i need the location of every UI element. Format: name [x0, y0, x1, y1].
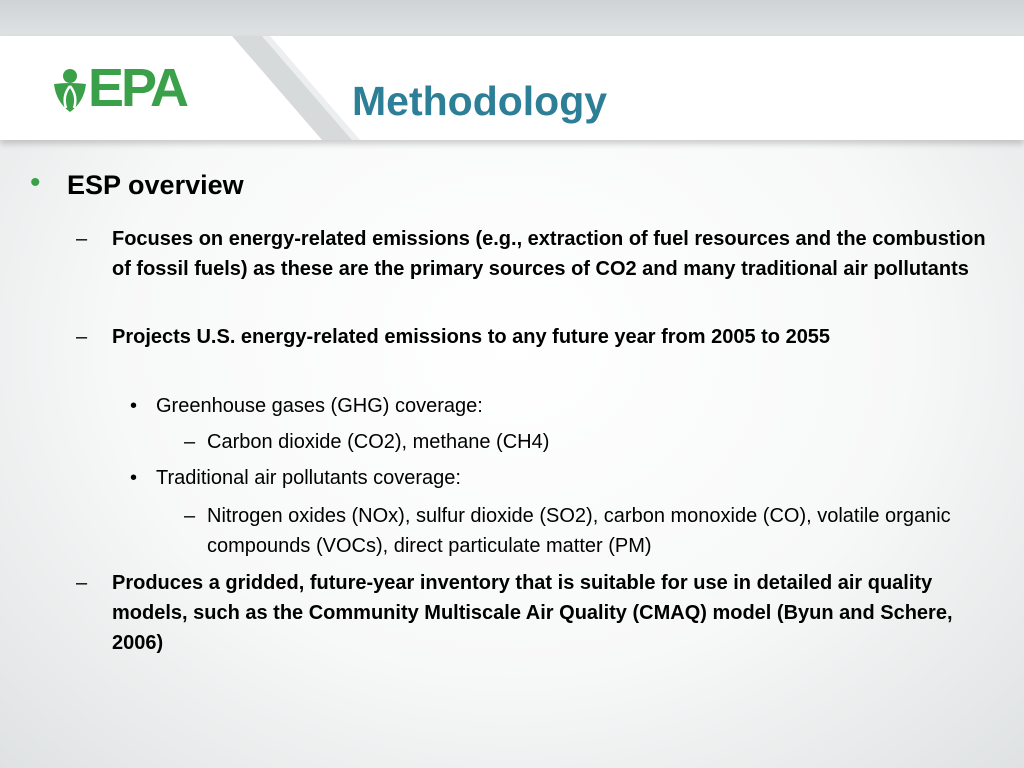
item-dash: – — [76, 326, 88, 348]
subsubitem-dash: – — [184, 431, 196, 453]
item-dash: – — [76, 228, 88, 250]
level1-heading: ESP overview — [67, 170, 244, 200]
subsubitem-co2-ch4: Carbon dioxide (CO2), methane (CH4) — [207, 431, 550, 453]
level1-bullet: • — [30, 166, 41, 199]
slide-title: Methodology — [352, 78, 608, 124]
subsubitem-dash: – — [184, 505, 196, 527]
item-dash: – — [76, 572, 88, 594]
item-projects-emissions: Projects U.S. energy-related emissions to any future year from 2005 to 2055 — [112, 326, 831, 348]
subitem-ghg: Greenhouse gases (GHG) coverage: — [156, 395, 483, 417]
item-gridded-inventory: Produces a gridded, future-year inventory that is suitable for use in detailed air quality models, such as the Community Multiscale Air Quality (CMAQ) model (Byun and Schere, 2006) — [112, 572, 953, 654]
subitem-bullet: • — [130, 467, 138, 489]
subitem-traditional: Traditional air pollutants coverage: — [156, 467, 461, 489]
subsubitem-pollutants: Nitrogen oxides (NOx), sulfur dioxide (SO2), carbon monoxide (CO), volatile organic compounds (VOCs), direct particulate matter (PM) — [207, 505, 951, 557]
epa-logo-text: EPA — [88, 58, 187, 118]
item-energy-emissions: Focuses on energy-related emissions (e.g., extraction of fuel resources and the combustion of fossil fuels) as these are the primary sources of CO2 and many traditional air pollutants — [112, 228, 986, 280]
subitem-bullet: • — [130, 395, 138, 417]
